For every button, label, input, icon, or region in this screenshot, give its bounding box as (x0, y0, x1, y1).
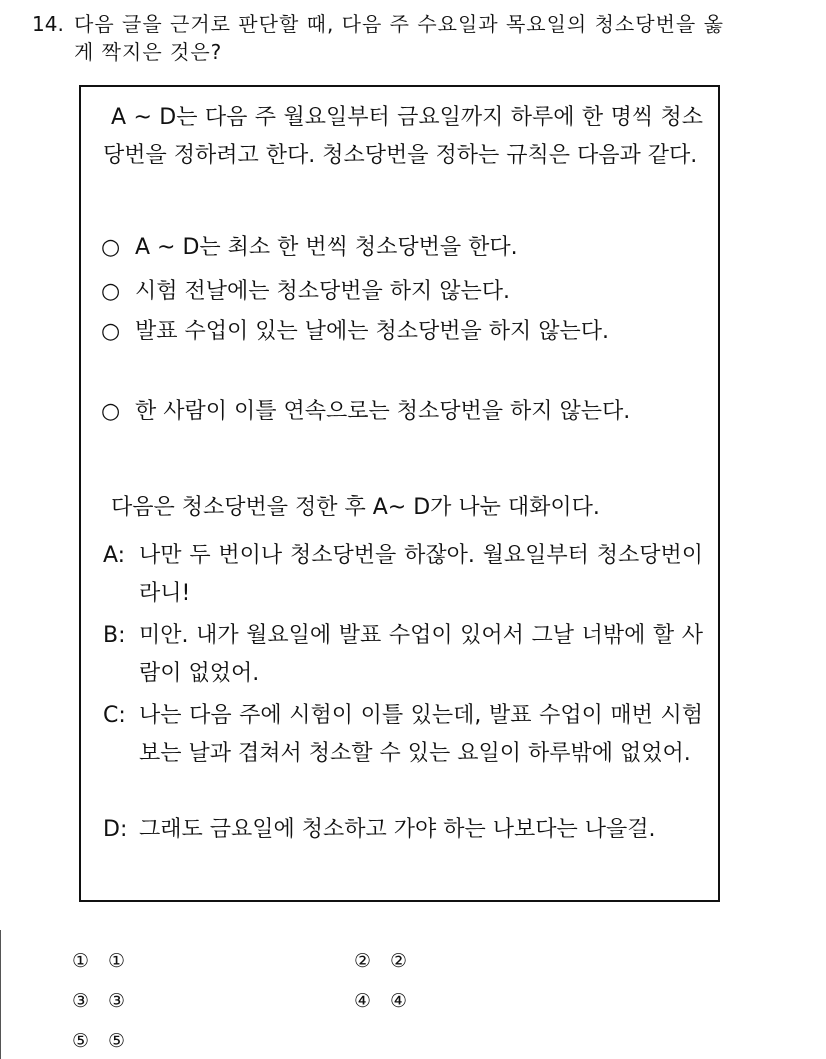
passage-intro: A ~ D는 다음 주 월요일부터 금요일까지 하루에 한 명씩 청소당번을 정하려고 한다. 청소당번을 정하는 규칙은 다음과 같다. (103, 105, 703, 168)
rule-item (101, 273, 703, 311)
question-number: 14. (32, 12, 64, 36)
choice-text: ④ (390, 990, 408, 1012)
choice-number: ⑤ (72, 1030, 90, 1052)
speaker-label: B: (103, 623, 126, 648)
choice-number: ② (354, 950, 372, 972)
question (32, 10, 732, 66)
rule-text: 시험 전날에는 청소당번을 하지 않는다. (135, 279, 510, 304)
rule-text: 한 사람이 이틀 연속으로는 청소당번을 하지 않는다. (135, 399, 631, 424)
dialogue-text: 나는 다음 주에 시험이 이틀 있는데, 발표 수업이 매번 시험 보는 날과 겹쳐서 청소할 수 있는 요일이 하루밖에 없었어. (139, 703, 703, 766)
speaker-label: A: (103, 543, 126, 568)
rule-text: 발표 수업이 있는 날에는 청소당번을 하지 않는다. (135, 319, 609, 344)
dialogue-text: 미안. 내가 월요일에 발표 수업이 있어서 그날 너밖에 할 사람이 없었어. (139, 623, 703, 686)
dialogue-line (103, 537, 703, 613)
choice-text: ⑤ (108, 1030, 126, 1052)
speaker-label: C: (103, 703, 126, 728)
rule-text: A ~ D는 최소 한 번씩 청소당번을 한다. (135, 235, 518, 260)
margin-line (0, 930, 1, 1059)
choice-2[interactable] (354, 948, 407, 974)
circle-bullet-icon: ○ (101, 399, 121, 424)
choice-text: ① (108, 950, 126, 972)
choice-4[interactable] (354, 988, 407, 1014)
choice-number: ③ (72, 990, 90, 1012)
choice-number: ① (72, 950, 90, 972)
choice-text: ② (390, 950, 408, 972)
choice-5[interactable] (72, 1028, 125, 1054)
circle-bullet-icon: ○ (101, 235, 121, 260)
choice-3[interactable] (72, 988, 125, 1014)
dialogue-intro: 다음은 청소당번을 정한 후 A~ D가 나눈 대화이다. (111, 495, 600, 520)
dialogue-text: 나만 두 번이나 청소당번을 하잖아. 월요일부터 청소당번이라니! (139, 543, 703, 606)
dialogue-line (103, 811, 703, 849)
rule-item (101, 313, 703, 351)
question-text: 다음 글을 근거로 판단할 때, 다음 주 수요일과 목요일의 청소당번을 옳게 짝지은 것은? (74, 12, 724, 64)
rule-item (101, 229, 703, 267)
choice-1[interactable] (72, 948, 125, 974)
circle-bullet-icon: ○ (101, 279, 121, 304)
dialogue-text: 그래도 금요일에 청소하고 가야 하는 나보다는 나을걸. (139, 817, 656, 842)
choice-number: ④ (354, 990, 372, 1012)
circle-bullet-icon: ○ (101, 319, 121, 344)
speaker-label: D: (103, 817, 128, 842)
dialogue-line (103, 697, 703, 773)
dialogue-line (103, 617, 703, 693)
rule-item (101, 393, 703, 431)
passage-box (79, 85, 720, 902)
choice-text: ③ (108, 990, 126, 1012)
